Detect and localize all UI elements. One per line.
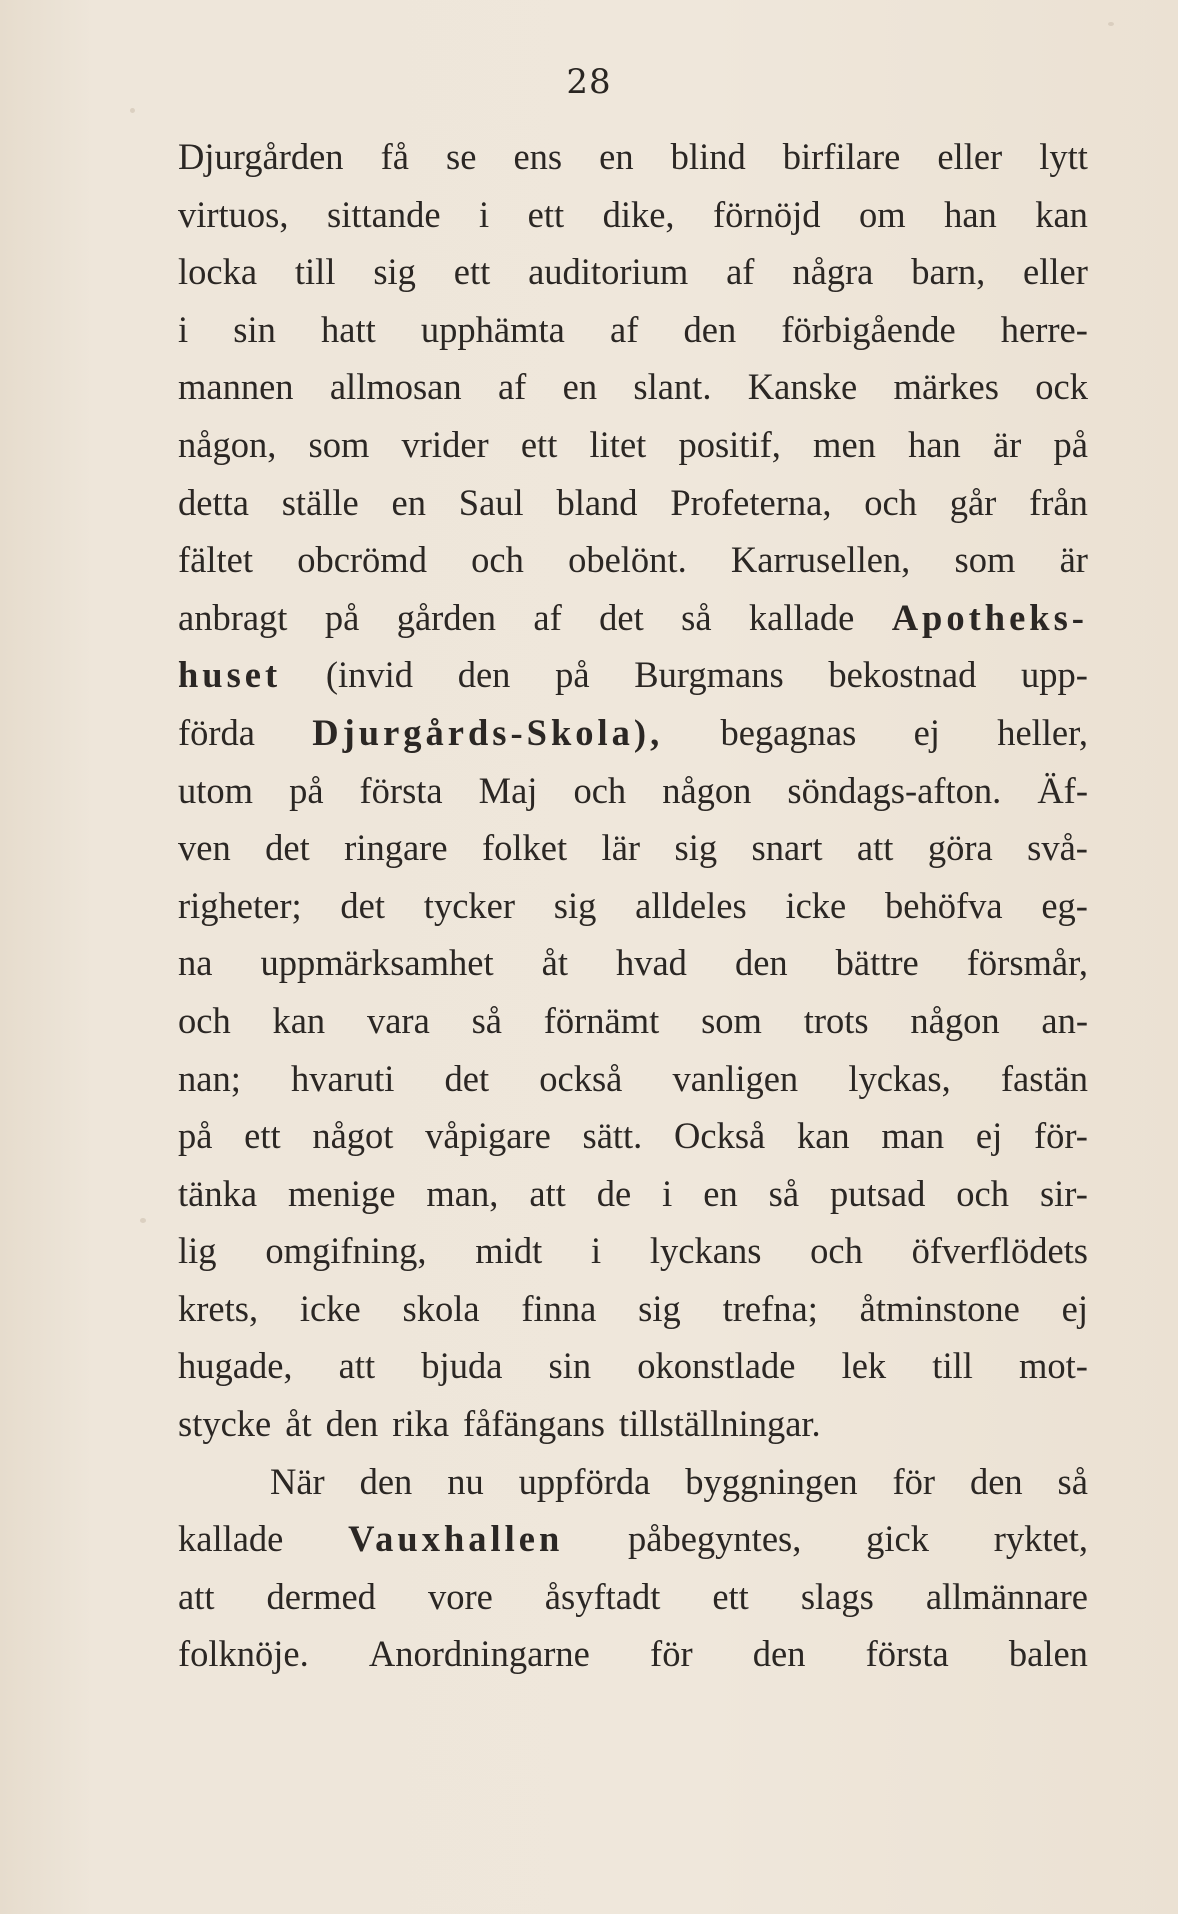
word: till [294, 251, 336, 293]
word: vrider [401, 423, 489, 465]
word: tycker [423, 884, 515, 926]
word: skola [402, 1287, 480, 1329]
word: sätt. [582, 1115, 643, 1157]
text-line [178, 1280, 1088, 1338]
word: stycke [178, 1403, 272, 1445]
word: menige [288, 1172, 396, 1214]
word: och [956, 1172, 1009, 1214]
text-line [178, 934, 1088, 992]
word: och [810, 1230, 863, 1272]
text-line [178, 704, 1088, 762]
word: trots [803, 999, 869, 1041]
word: eller [1023, 251, 1088, 293]
word: obelönt. [568, 539, 687, 581]
word: från [1029, 481, 1088, 523]
word: bekostnad [828, 654, 977, 696]
word: åsyftadt [544, 1575, 661, 1617]
word: för- [1033, 1115, 1088, 1157]
word: den [325, 1403, 379, 1445]
word: den [969, 1460, 1023, 1502]
word: lig [178, 1230, 217, 1272]
text-line [178, 1337, 1088, 1395]
word: är [992, 423, 1022, 465]
word: Apotheks- [891, 596, 1088, 638]
word: så [1057, 1460, 1088, 1502]
word: an- [1041, 999, 1088, 1041]
word: i [479, 193, 490, 235]
word: ej [975, 1115, 1003, 1157]
word: hvad [615, 942, 687, 984]
word: mot- [1019, 1345, 1088, 1387]
word: på [289, 769, 324, 811]
word: bättre [835, 942, 919, 984]
text-line [178, 1222, 1088, 1280]
word: ställe [281, 481, 359, 523]
word: den [752, 1633, 806, 1675]
word: sir- [1039, 1172, 1088, 1214]
word: gick [866, 1518, 929, 1560]
word: sig [674, 827, 718, 869]
word: Kanske [747, 366, 858, 408]
word: ven [178, 827, 231, 869]
word: Maj [478, 769, 538, 811]
word: någon [662, 769, 752, 811]
word: några [792, 251, 874, 293]
word: som [308, 423, 370, 465]
word: det [599, 596, 644, 638]
word: förda [178, 711, 256, 753]
word: dike, [602, 193, 675, 235]
word: finna [521, 1287, 597, 1329]
word: sig [553, 884, 597, 926]
word: det [340, 884, 386, 926]
word: söndags-afton. [787, 769, 1002, 811]
word: allmännare [925, 1575, 1088, 1617]
word: tänka [178, 1172, 258, 1214]
word: Burgmans [634, 654, 784, 696]
word: påbegyntes, [628, 1518, 802, 1560]
word: den [359, 1460, 413, 1502]
word: putsad [830, 1172, 926, 1214]
word: den [457, 654, 511, 696]
word: man [881, 1115, 945, 1157]
word: birfilare [782, 136, 901, 177]
word: hugade, [178, 1345, 293, 1387]
word: om [858, 193, 906, 235]
word: nu [447, 1460, 484, 1502]
word: auditorium [528, 251, 689, 293]
word: lyckans [649, 1230, 762, 1272]
word: få [380, 136, 409, 177]
word: bland [556, 481, 638, 523]
text-line [178, 1510, 1088, 1568]
word: sin [233, 308, 276, 350]
word: Vauxhallen [348, 1518, 564, 1560]
word: midt [475, 1230, 543, 1272]
word: kallade [178, 1518, 284, 1560]
word: på [324, 596, 360, 638]
text-line [178, 589, 1088, 647]
word: Djurgården [178, 136, 344, 177]
word: omgifning, [265, 1230, 427, 1272]
paper-speck [140, 1218, 146, 1223]
word: sig [373, 251, 416, 293]
word: att [856, 827, 894, 869]
word: så [681, 596, 712, 638]
word: folknöje. [178, 1633, 309, 1675]
word: någon [910, 999, 1000, 1041]
word: för [650, 1633, 693, 1675]
word: åt [541, 942, 568, 984]
word: märkes [893, 366, 999, 408]
word: kallade [748, 596, 855, 638]
word: går [949, 481, 997, 523]
word: alldeles [635, 884, 747, 926]
word: snart [751, 827, 823, 869]
text-line [178, 1050, 1088, 1108]
word: kan [1035, 193, 1088, 235]
word: lytt [1039, 136, 1088, 177]
text-line [178, 1165, 1088, 1223]
text-line [178, 301, 1088, 359]
word: Karrusellen, [730, 539, 911, 581]
word: en [391, 481, 426, 523]
word: Äf- [1037, 769, 1088, 811]
word: krets, [178, 1287, 259, 1329]
text-line [178, 1568, 1088, 1626]
word: uppmärksamhet [260, 942, 494, 984]
text-line [178, 128, 1088, 186]
word: anbragt [178, 596, 288, 638]
word: åtminstone [859, 1287, 1020, 1329]
word: rika [392, 1403, 450, 1445]
word: se [446, 136, 477, 177]
word: obcrömd [297, 539, 427, 581]
word: i [662, 1172, 673, 1214]
word: en [599, 136, 634, 177]
word: slant. [633, 366, 712, 408]
word: na [178, 942, 213, 984]
word: första [865, 1633, 949, 1675]
word: ett [453, 251, 491, 293]
word: litet [589, 423, 647, 465]
page-number: 28 [566, 62, 612, 102]
text-line [178, 186, 1088, 244]
text-line [178, 877, 1088, 935]
word: en [703, 1172, 738, 1214]
word: ej [913, 711, 940, 753]
word: vore [427, 1575, 493, 1617]
paper-speck [1108, 22, 1114, 26]
word: ryktet, [993, 1518, 1088, 1560]
paper-speck [130, 108, 135, 113]
word: att [529, 1172, 566, 1214]
word: af [497, 366, 527, 408]
word: någon, [178, 423, 277, 465]
word: af [610, 308, 639, 350]
word: den [734, 942, 788, 984]
word: också [539, 1057, 623, 1099]
word: eller [937, 136, 1003, 177]
word: Profeterna, [670, 481, 832, 523]
text-line [178, 416, 1088, 474]
word: ringare [344, 827, 448, 869]
word: något [312, 1115, 394, 1157]
word: locka [178, 251, 258, 293]
word: af [533, 596, 562, 638]
word: kan [272, 999, 326, 1041]
word: det [265, 827, 310, 869]
word: nan; [178, 1057, 241, 1099]
text-line [178, 531, 1088, 589]
word: vara [366, 999, 430, 1041]
text-line [178, 762, 1088, 820]
word: och [471, 539, 524, 581]
word: åt [285, 1403, 312, 1445]
word: den [683, 308, 737, 350]
word: lär [601, 827, 641, 869]
word: fältet [178, 539, 253, 581]
word: så [471, 999, 502, 1041]
word: ett [527, 193, 565, 235]
word: förbigående [781, 308, 956, 350]
word: folket [481, 827, 568, 869]
text-line [178, 1107, 1088, 1165]
word: kan [796, 1115, 850, 1157]
word: våpigare [425, 1115, 551, 1157]
word: och [573, 769, 627, 811]
word: i [590, 1230, 602, 1272]
word: förnöjd [713, 193, 821, 235]
text-line [178, 646, 1088, 704]
word: (invid [325, 654, 414, 696]
word: som [954, 539, 1016, 581]
word: virtuos, [178, 193, 289, 235]
word: och [864, 481, 917, 523]
word: sig [638, 1287, 681, 1329]
word: upphämta [420, 308, 565, 350]
word: han [944, 193, 997, 235]
text-line [178, 1395, 1088, 1453]
word: upp- [1021, 654, 1088, 696]
word: ett [712, 1575, 749, 1617]
word: och [178, 999, 231, 1041]
word: sittande [327, 193, 441, 235]
text-line [178, 1625, 1088, 1683]
word: man, [426, 1172, 499, 1214]
word: öfverflödets [911, 1230, 1088, 1272]
word: försmår, [966, 942, 1088, 984]
word: till [932, 1345, 973, 1387]
word: att [338, 1345, 376, 1387]
word: bjuda [421, 1345, 503, 1387]
word: När [270, 1460, 325, 1502]
word: herre- [1000, 308, 1088, 350]
word: hatt [321, 308, 376, 350]
body-text [178, 128, 1088, 1683]
word: icke [785, 884, 847, 926]
word: begagnas [720, 711, 857, 753]
word: barn, [911, 251, 986, 293]
word: att [178, 1575, 215, 1617]
word: första [359, 769, 443, 811]
word: hvaruti [290, 1057, 395, 1099]
word: på [178, 1115, 213, 1157]
word: ock [1035, 366, 1088, 408]
text-line [178, 819, 1088, 877]
word: positif, [678, 423, 781, 465]
word: Djurgårds-Skola), [312, 711, 664, 753]
word: icke [299, 1287, 361, 1329]
word: utom [178, 769, 254, 811]
word: lyckas, [848, 1057, 951, 1099]
word: förnämt [543, 999, 660, 1041]
word: behöfva [885, 884, 1003, 926]
word: vanligen [672, 1057, 799, 1099]
word: för [892, 1460, 936, 1502]
word: heller, [997, 711, 1088, 753]
word: dermed [266, 1575, 376, 1617]
word: af [726, 251, 755, 293]
word: en [562, 366, 598, 408]
word: Saul [458, 481, 524, 523]
word: uppförda [518, 1460, 651, 1502]
word: ett [520, 423, 558, 465]
word: så [768, 1172, 800, 1214]
word: fastän [1000, 1057, 1088, 1099]
word: gården [396, 596, 496, 638]
word: de [596, 1172, 632, 1214]
word: Också [674, 1115, 766, 1157]
word: detta [178, 481, 249, 523]
text-line [178, 992, 1088, 1050]
word: svå- [1027, 827, 1088, 869]
word: sin [548, 1345, 592, 1387]
word: ens [513, 136, 563, 177]
word: trefna; [722, 1287, 818, 1329]
word: blind [670, 136, 746, 177]
text-line [178, 474, 1088, 532]
word: Anordningarne [368, 1633, 590, 1675]
word: huset [178, 654, 282, 696]
word: han [908, 423, 961, 465]
word: som [701, 999, 762, 1041]
text-line [178, 243, 1088, 301]
word: okonstlade [637, 1345, 796, 1387]
word: fåfängans [463, 1403, 605, 1445]
word: ett [244, 1115, 281, 1157]
word: balen [1008, 1633, 1088, 1675]
text-line [178, 358, 1088, 416]
word: eg- [1041, 884, 1088, 926]
word: tillställningar. [618, 1403, 821, 1445]
word: göra [927, 827, 993, 869]
word: på [1053, 423, 1088, 465]
word: allmosan [329, 366, 462, 408]
text-line [178, 1453, 1088, 1511]
word: lek [841, 1345, 887, 1387]
word: byggningen [685, 1460, 858, 1502]
word: det [444, 1057, 490, 1099]
word: är [1059, 539, 1088, 581]
word: i [178, 308, 189, 350]
word: ej [1061, 1287, 1088, 1329]
word: righeter; [178, 884, 302, 926]
word: men [813, 423, 876, 465]
word: mannen [178, 366, 294, 408]
word: på [555, 654, 590, 696]
word: slags [800, 1575, 874, 1617]
